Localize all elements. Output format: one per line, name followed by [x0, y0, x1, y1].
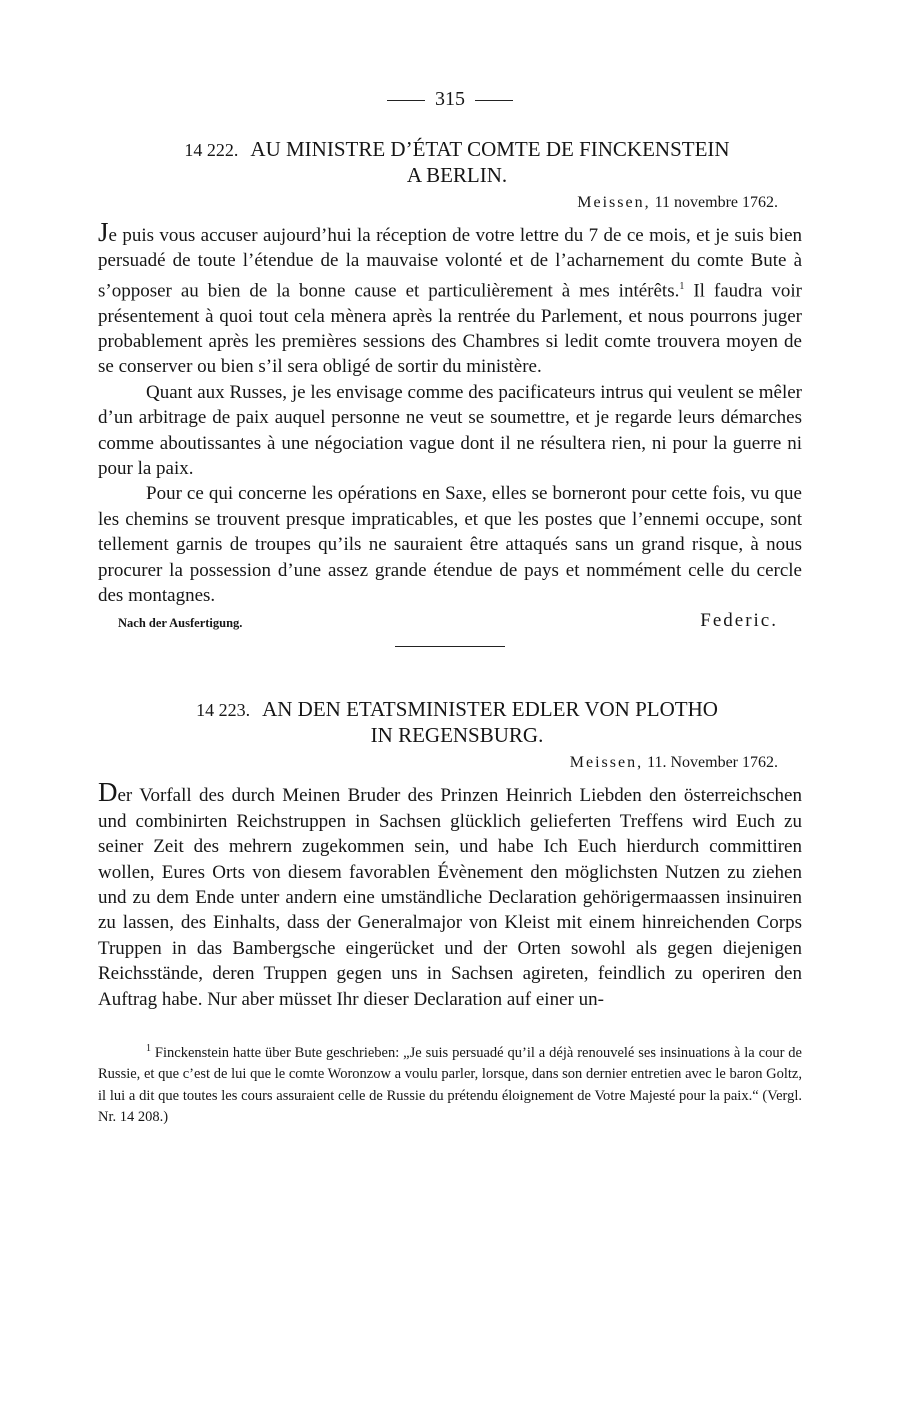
letter-dateline: [98, 754, 778, 772]
letter-title-line1: AN DEN ETATSMINISTER EDLER VON PLOTHO: [262, 697, 718, 722]
letter-title-line2: IN REGENSBURG.: [370, 723, 544, 748]
page-number-dash-left: [387, 100, 425, 101]
initial-letter: J: [98, 217, 109, 247]
document-page: [98, 88, 802, 1129]
section-divider: [395, 646, 505, 647]
letter-body: [98, 217, 802, 608]
page-number: 315: [98, 88, 802, 111]
page-number-dash-right: [475, 100, 513, 101]
footnote: [98, 1038, 802, 1129]
letter-place: Meissen,: [569, 754, 644, 772]
letter-14222: [98, 137, 802, 647]
letter-date: 11 novembre 1762.: [654, 194, 778, 211]
letter-heading: [98, 137, 802, 188]
letter-number: 14 223.: [196, 700, 251, 721]
letter-dateline: [98, 194, 778, 212]
signature: Federic.: [700, 610, 778, 632]
letter-heading: [98, 697, 802, 748]
letter-14223: [98, 697, 802, 1012]
letter-paragraph: Je puis vous accuser aujourd’hui la réception de votre lettre du 7 de ce mois, et je suis bien persuadé de toute l’étendue de la mauvaise volonté et de l’acharnement du comte Bute à s’opposer au bien de la bonne cause et particulièrement à mes intérêts.$^1$ Il faudra voir présentement à quoi tout cela mènera après la rentrée du Parlement, et nous pourrons juger probablement après les premières sessions des Chambres si ledit comte trouvera moyen de se conserver ou bien s’il sera obligé de sortir du ministère.: [98, 217, 802, 378]
letter-paragraph: Quant aux Russes, je les envisage comme des pacificateurs intrus qui veulent se mêler d’un arbitrage de paix auquel personne ne veut se soumettre, et je regarde leurs démarches comme aboutissantes à une négociation vague dont il ne résultera rien, ni pour la guerre ni pour la paix.: [98, 381, 802, 479]
letter-body: [98, 777, 802, 1012]
letter-paragraph: Pour ce qui concerne les opérations en Saxe, elles se borneront pour cette fois, vu que les chemins se trouvent presque impraticables, et que les postes que l’ennemi occupe, sont tellement garnis de troupes qu’ils ne sauraient être attaqués sans un grand risque, à nous procurer la possession d’une assez grande étendue de pays et nommément celle du cercle des montagnes.: [98, 483, 802, 607]
footnote-text: Finckenstein hatte über Bute geschrieben: „Je suis persuadé qu’il a déjà renouvelé ses insinuations à la cour de Russie, et que c’est de lui que le comte Woronzow a voulu parler, lorsque, dans son dernier entretien avec le baron Goltz, il lui a dit que toutes les cours assuraient celle de Russie du prétendu éloignement de Votre Majesté pour la paix.“ (Vergl. Nr. 14 208.): [98, 1044, 802, 1126]
initial-letter: D: [98, 777, 118, 808]
letter-title-line2: A BERLIN.: [406, 163, 508, 187]
footnote-marker: 1: [146, 1043, 151, 1055]
source-note: Nach der Ausfertigung.: [118, 616, 243, 631]
letter-paragraph: Der Vorfall des durch Meinen Bruder des Prinzen Heinrich Liebden den österreichschen und combinirten Reichstruppen in Sachsen glücklich gelieferten Treffens wird Euch zu seiner Zeit des mehrern zugekommen sein, und habe Ich Euch hierdurch committiren wollen, Eures Orts von diesem favorablen Évènement den möglichsten Nutzen zu ziehen und zu dem Ende unter andern eine umständliche Declaration gehörigermaassen insinuiren zu lassen, des Einhalts, dass der Generalmajor von Kleist mit einem hinreichenden Corps Truppen in das Bambergsche eingerücket und der Orten sowohl als gegen diejenigen Reichsstände, deren Truppen gegen uns in Sachsen agireten, feindlich zu operiren den Auftrag habe. Nur aber müsset Ihr dieser Declaration auf einer un-: [98, 777, 802, 1010]
letter-place: Meissen,: [577, 194, 651, 211]
letter-date: 11. November 1762.: [647, 754, 778, 772]
footnote-marker: 1: [679, 280, 685, 292]
letter-title-line1: AU MINISTRE D’ÉTAT COMTE DE FINCKENSTEIN: [250, 137, 730, 161]
letter-closing: [98, 610, 802, 638]
letter-number: 14 222.: [184, 140, 239, 160]
